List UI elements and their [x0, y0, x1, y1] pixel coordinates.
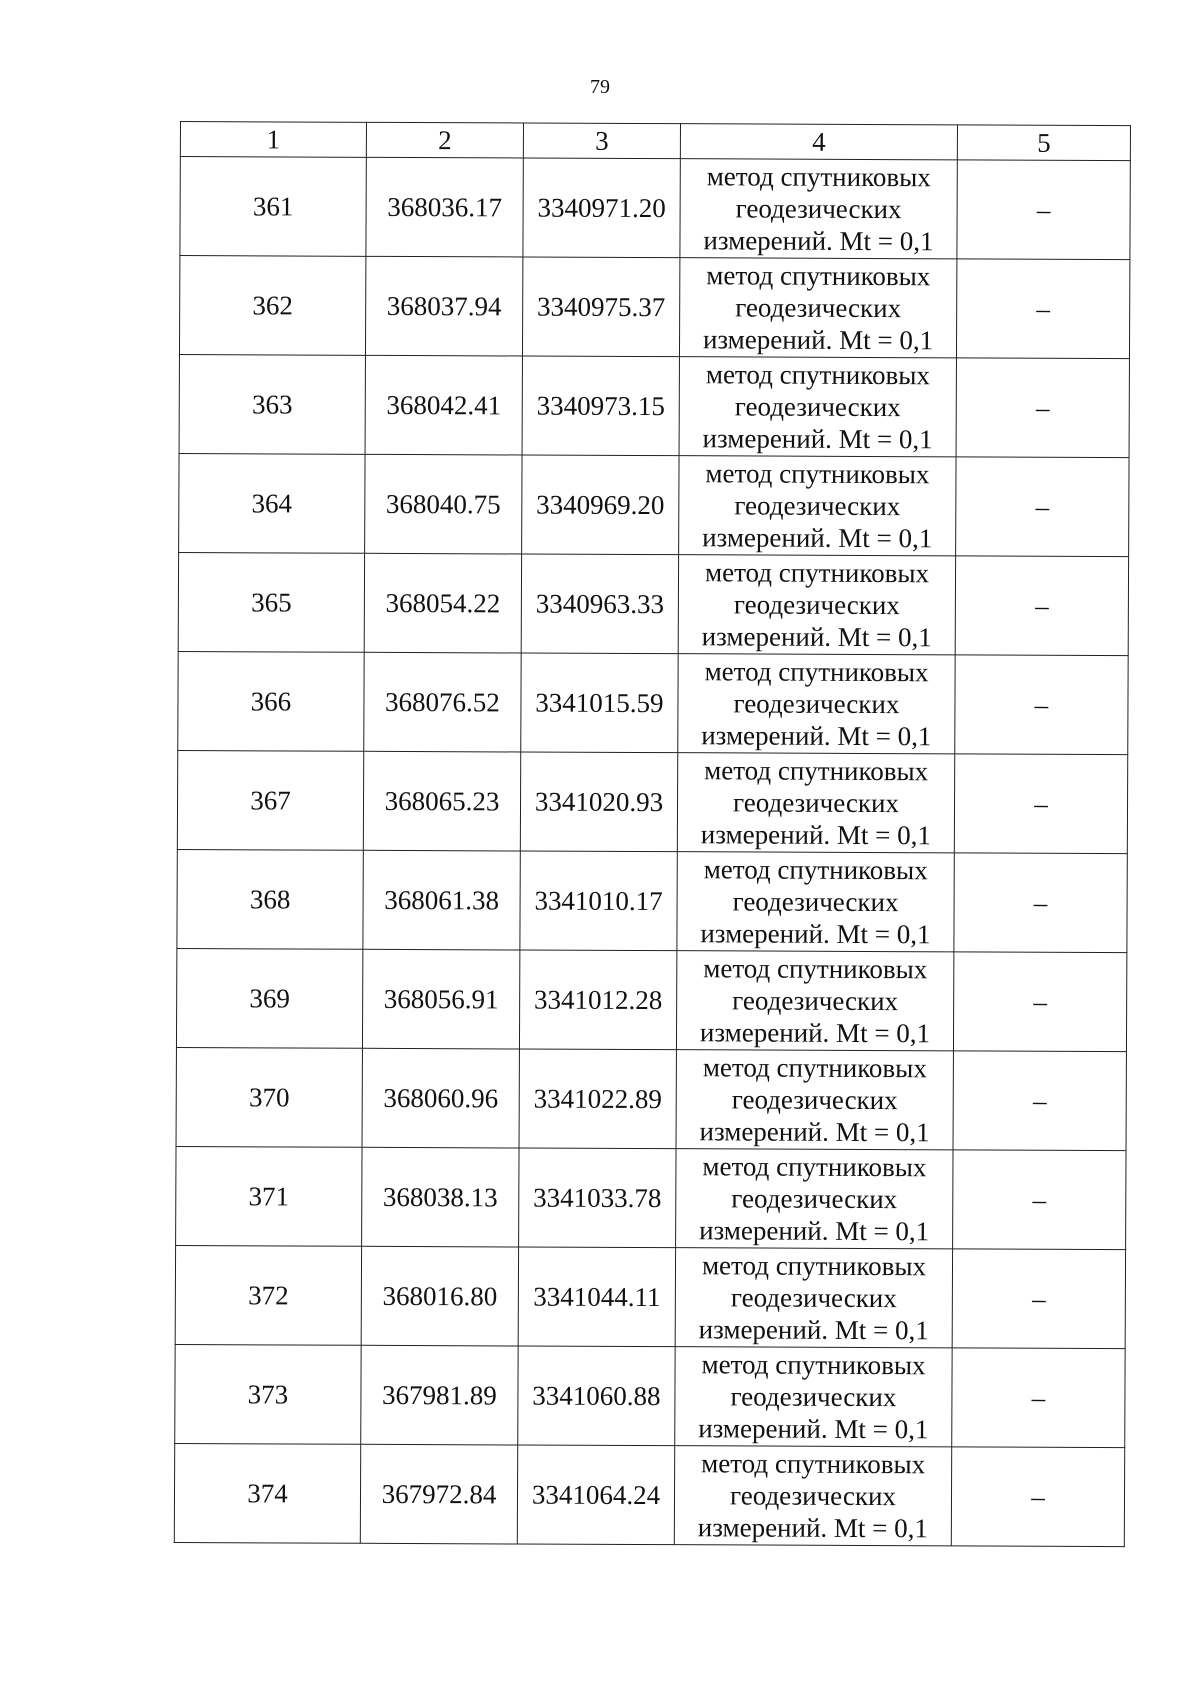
method-cell	[676, 1050, 953, 1150]
method-line: метод спутниковых	[705, 359, 930, 391]
point-number-cell: 371	[176, 1146, 362, 1246]
method-line: измерений. Mt = 0,1	[700, 819, 932, 851]
method-cell	[680, 159, 957, 259]
page-number: 79	[590, 76, 610, 98]
y-coordinate-cell: 3341020.93	[520, 752, 677, 852]
table-row	[174, 1443, 1124, 1546]
note-cell: –	[956, 457, 1129, 557]
point-number-cell: 370	[176, 1047, 362, 1147]
method-cell	[679, 357, 956, 457]
y-coordinate-cell: 3340975.37	[522, 257, 679, 357]
y-coordinate-cell: 3341060.88	[518, 1346, 675, 1446]
method-line: измерений. Mt = 0,1	[698, 1413, 929, 1445]
table-row	[180, 157, 1130, 260]
method-line: метод спутниковых	[705, 458, 930, 490]
method-line: измерений. Mt = 0,1	[697, 1512, 928, 1544]
note-cell: –	[954, 853, 1127, 953]
method-line: метод спутниковых	[706, 161, 931, 193]
method-line: геодезических	[734, 391, 901, 423]
note-cell: –	[953, 952, 1126, 1052]
x-coordinate-cell: 368040.75	[365, 454, 522, 554]
x-coordinate-cell: 367972.84	[360, 1444, 517, 1544]
table-row	[178, 552, 1128, 655]
y-coordinate-cell: 3341033.78	[519, 1148, 676, 1248]
table-header-row	[180, 122, 1130, 161]
table-body	[174, 157, 1130, 1547]
note-cell: –	[953, 1150, 1126, 1250]
coordinates-table	[174, 121, 1131, 1547]
method-cell	[678, 555, 955, 655]
x-coordinate-cell: 368076.52	[364, 652, 521, 752]
y-coordinate-cell: 3340969.20	[522, 455, 679, 555]
point-number-cell: 366	[178, 651, 364, 751]
x-coordinate-cell: 368060.96	[362, 1048, 519, 1148]
table-row	[177, 750, 1127, 853]
point-number-cell: 374	[174, 1443, 360, 1543]
method-cell	[677, 852, 954, 952]
x-coordinate-cell: 368037.94	[365, 256, 522, 356]
x-coordinate-cell: 368042.41	[365, 355, 522, 455]
method-line: геодезических	[733, 688, 900, 720]
point-number-cell: 365	[178, 552, 364, 652]
table-row	[175, 1245, 1125, 1348]
method-line: метод спутниковых	[704, 656, 929, 688]
method-line: метод спутниковых	[704, 557, 930, 589]
column-header-4: 4	[680, 124, 957, 160]
x-coordinate-cell: 368016.80	[361, 1246, 518, 1346]
method-line: измерений. Mt = 0,1	[702, 423, 933, 455]
method-line: измерений. Mt = 0,1	[700, 918, 931, 950]
method-cell	[678, 654, 955, 754]
y-coordinate-cell: 3340971.20	[523, 158, 680, 258]
table-row	[175, 1344, 1125, 1447]
method-line: метод спутниковых	[703, 953, 928, 985]
method-line: метод спутниковых	[701, 1250, 927, 1282]
method-line: геодезических	[734, 490, 901, 522]
y-coordinate-cell: 3341064.24	[517, 1445, 674, 1545]
y-coordinate-cell: 3340973.15	[522, 356, 679, 456]
point-number-cell: 363	[179, 354, 365, 454]
method-cell	[675, 1347, 952, 1447]
table-row	[176, 1047, 1126, 1150]
method-line: метод спутниковых	[701, 1448, 926, 1480]
method-line: геодезических	[730, 1282, 897, 1314]
method-line: геодезических	[729, 1480, 897, 1512]
y-coordinate-cell: 3341010.17	[520, 851, 677, 951]
method-line: геодезических	[735, 292, 902, 324]
table-row	[177, 849, 1127, 952]
x-coordinate-cell: 368038.13	[362, 1147, 519, 1247]
method-line: геодезических	[731, 1183, 898, 1215]
table-row	[176, 1146, 1126, 1249]
method-cell	[679, 456, 956, 556]
point-number-cell: 372	[175, 1245, 361, 1345]
method-line: измерений. Mt = 0,1	[699, 1116, 930, 1148]
point-number-cell: 368	[177, 849, 363, 949]
column-header-5: 5	[957, 125, 1130, 161]
method-line: метод спутниковых	[706, 260, 931, 292]
method-line: геодезических	[732, 985, 899, 1017]
method-line: геодезических	[732, 886, 899, 918]
column-header-3: 3	[523, 123, 680, 159]
note-cell: –	[955, 556, 1128, 656]
column-header-1: 1	[180, 122, 366, 158]
method-cell	[679, 258, 956, 358]
x-coordinate-cell: 368056.91	[362, 949, 519, 1049]
method-line: измерений. Mt = 0,1	[701, 621, 932, 653]
method-line: метод спутниковых	[702, 1151, 927, 1183]
method-line: измерений. Mt = 0,1	[699, 1215, 930, 1247]
method-line: метод спутниковых	[702, 1052, 927, 1084]
note-cell: –	[956, 358, 1129, 458]
method-line: измерений. Mt = 0,1	[699, 1017, 931, 1049]
y-coordinate-cell: 3341015.59	[521, 653, 678, 753]
note-cell: –	[954, 754, 1127, 854]
point-number-cell: 373	[175, 1344, 361, 1444]
note-cell: –	[957, 160, 1130, 260]
method-line: измерений. Mt = 0,1	[703, 225, 934, 257]
y-coordinate-cell: 3341012.28	[519, 950, 676, 1050]
method-line: измерений. Mt = 0,1	[701, 720, 932, 752]
table-row	[179, 453, 1129, 556]
point-number-cell: 364	[179, 453, 365, 553]
column-header-2: 2	[366, 122, 523, 158]
table-row	[179, 354, 1129, 457]
point-number-cell: 369	[176, 948, 362, 1048]
method-line: метод спутниковых	[704, 755, 929, 787]
method-cell	[676, 951, 953, 1051]
method-cell	[677, 753, 954, 853]
method-line: измерений. Mt = 0,1	[702, 522, 933, 554]
method-line: геодезических	[735, 193, 902, 225]
x-coordinate-cell: 368061.38	[363, 850, 520, 950]
point-number-cell: 367	[177, 750, 363, 850]
method-cell	[675, 1248, 952, 1348]
table-row	[178, 651, 1128, 754]
note-cell: –	[955, 655, 1128, 755]
table-row	[179, 256, 1129, 359]
note-cell: –	[953, 1051, 1126, 1151]
method-line: метод спутниковых	[703, 854, 928, 886]
x-coordinate-cell: 368054.22	[364, 553, 521, 653]
note-cell: –	[956, 259, 1129, 359]
method-line: геодезических	[731, 1084, 898, 1116]
note-cell: –	[952, 1348, 1125, 1448]
x-coordinate-cell: 367981.89	[361, 1345, 518, 1445]
method-line: измерений. Mt = 0,1	[702, 324, 934, 356]
method-line: геодезических	[733, 589, 900, 621]
point-number-cell: 361	[180, 157, 366, 257]
x-coordinate-cell: 368065.23	[363, 751, 520, 851]
note-cell: –	[951, 1447, 1124, 1547]
method-line: метод спутниковых	[701, 1349, 926, 1381]
method-line: измерений. Mt = 0,1	[698, 1314, 929, 1346]
note-cell: –	[952, 1249, 1125, 1349]
table-row	[176, 948, 1126, 1051]
method-cell	[674, 1446, 951, 1546]
y-coordinate-cell: 3341022.89	[519, 1049, 676, 1149]
y-coordinate-cell: 3341044.11	[518, 1247, 675, 1347]
method-line: геодезических	[730, 1381, 897, 1413]
x-coordinate-cell: 368036.17	[366, 157, 523, 257]
point-number-cell: 362	[179, 256, 365, 356]
y-coordinate-cell: 3340963.33	[521, 554, 678, 654]
method-cell	[676, 1149, 953, 1249]
method-line: геодезических	[733, 787, 900, 819]
